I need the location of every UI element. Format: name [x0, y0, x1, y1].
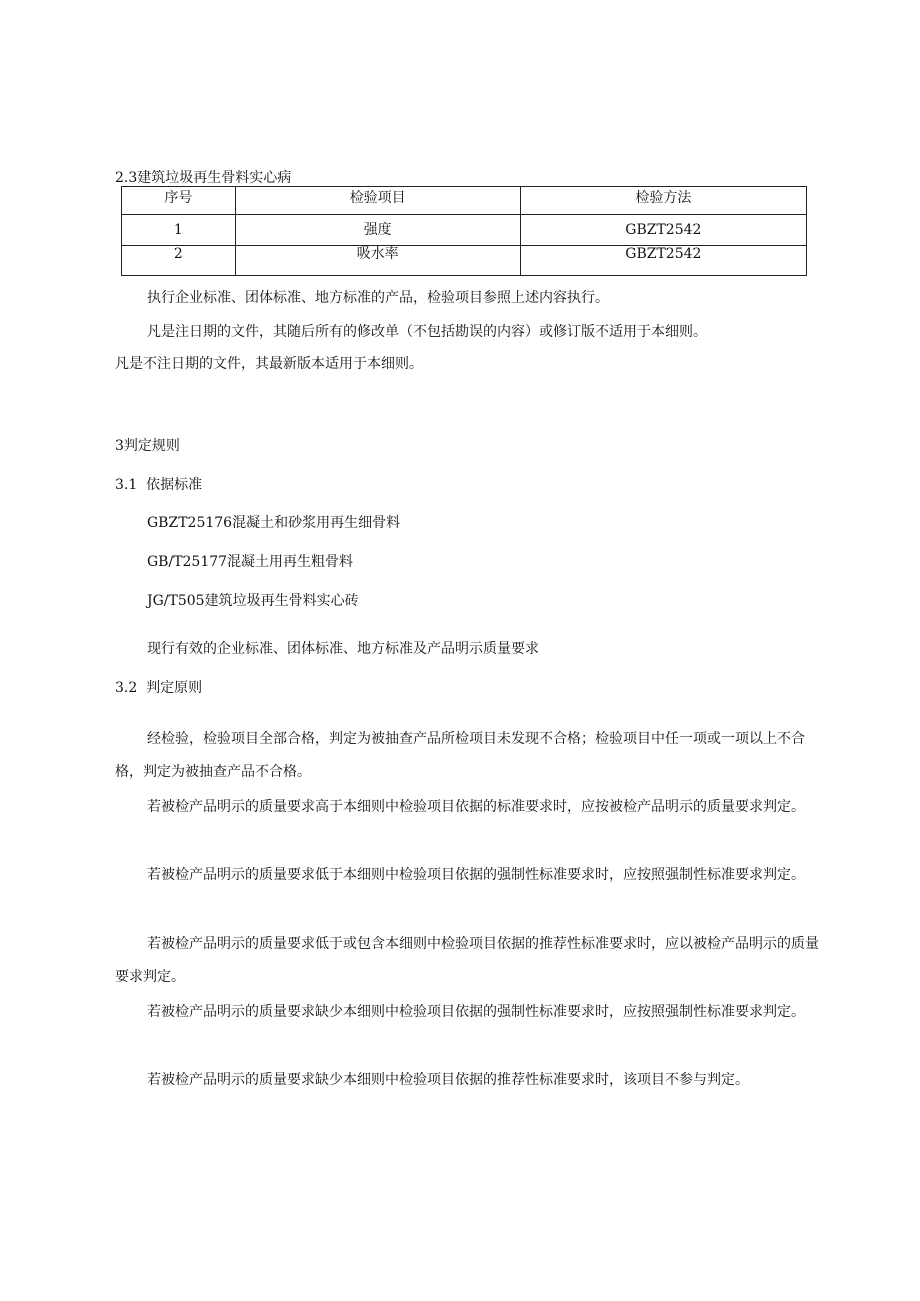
section-3-2-title: 3.2 判定原则: [115, 680, 203, 696]
header-item: 检验项目: [235, 187, 520, 215]
judgement-paragraph: 若被检产品明示的质量要求高于本细则中检验项目依据的标准要求时，应按被检产品明示的质量要求判定。: [147, 799, 805, 815]
judgement-paragraph: 若被检产品明示的质量要求缺少本细则中检验项目依据的推荐性标准要求时，该项目不参与判定。: [147, 1072, 749, 1088]
judgement-paragraph: 经检验，检验项目全部合格，判定为被抽查产品所检项目未发现不合格；检验项目中任一项或一项以上不合格，判定为被抽查产品不合格。: [115, 731, 805, 780]
section-3-1-title: 3.1 依据标准: [115, 477, 203, 493]
cell-method: GBZT2542: [520, 215, 806, 246]
cell-item: 吸水率: [235, 246, 520, 276]
header-seq: 序号: [122, 187, 236, 215]
cell-item: 强度: [235, 215, 520, 246]
note-enterprise-standards: 执行企业标准、团体标准、地方标准的产品，检验项目参照上述内容执行。: [147, 290, 609, 306]
standard-item: GB/T25177混凝土用再生粗骨料: [147, 554, 354, 570]
section-2-3-title: 2.3建筑垃圾再生骨料实心病: [115, 170, 292, 186]
cell-method: GBZT2542: [520, 246, 806, 276]
header-method: 检验方法: [520, 187, 806, 215]
table-row: [122, 246, 807, 276]
judgement-paragraph: 若被检产品明示的质量要求低于本细则中检验项目依据的强制性标准要求时，应按照强制性标准要求判定。: [147, 867, 805, 883]
cell-seq: 1: [122, 215, 236, 246]
note-undated-documents: 凡是不注日期的文件，其最新版本适用于本细则。: [115, 356, 423, 372]
note-dated-documents: 凡是注日期的文件，其随后所有的修改单（不包括勘误的内容）或修订版不适用于本细则。: [147, 324, 707, 340]
standard-other: 现行有效的企业标准、团体标准、地方标准及产品明示质量要求: [147, 641, 539, 657]
standard-item: JG/T505建筑垃圾再生骨料实心砖: [147, 593, 359, 609]
judgement-paragraph: 若被检产品明示的质量要求低于或包含本细则中检验项目依据的推荐性标准要求时，应以被检产品明示的质量要求判定。: [115, 936, 819, 985]
standard-item: GBZT25176混凝土和砂浆用再生细骨料: [147, 515, 401, 531]
section-3-title: 3判定规则: [115, 438, 180, 454]
cell-seq: 2: [122, 246, 236, 276]
table-row: [122, 215, 807, 246]
inspection-table: [121, 186, 807, 276]
table-header-row: [122, 187, 807, 215]
judgement-paragraph: 若被检产品明示的质量要求缺少本细则中检验项目依据的强制性标准要求时，应按照强制性标准要求判定。: [147, 1004, 805, 1020]
